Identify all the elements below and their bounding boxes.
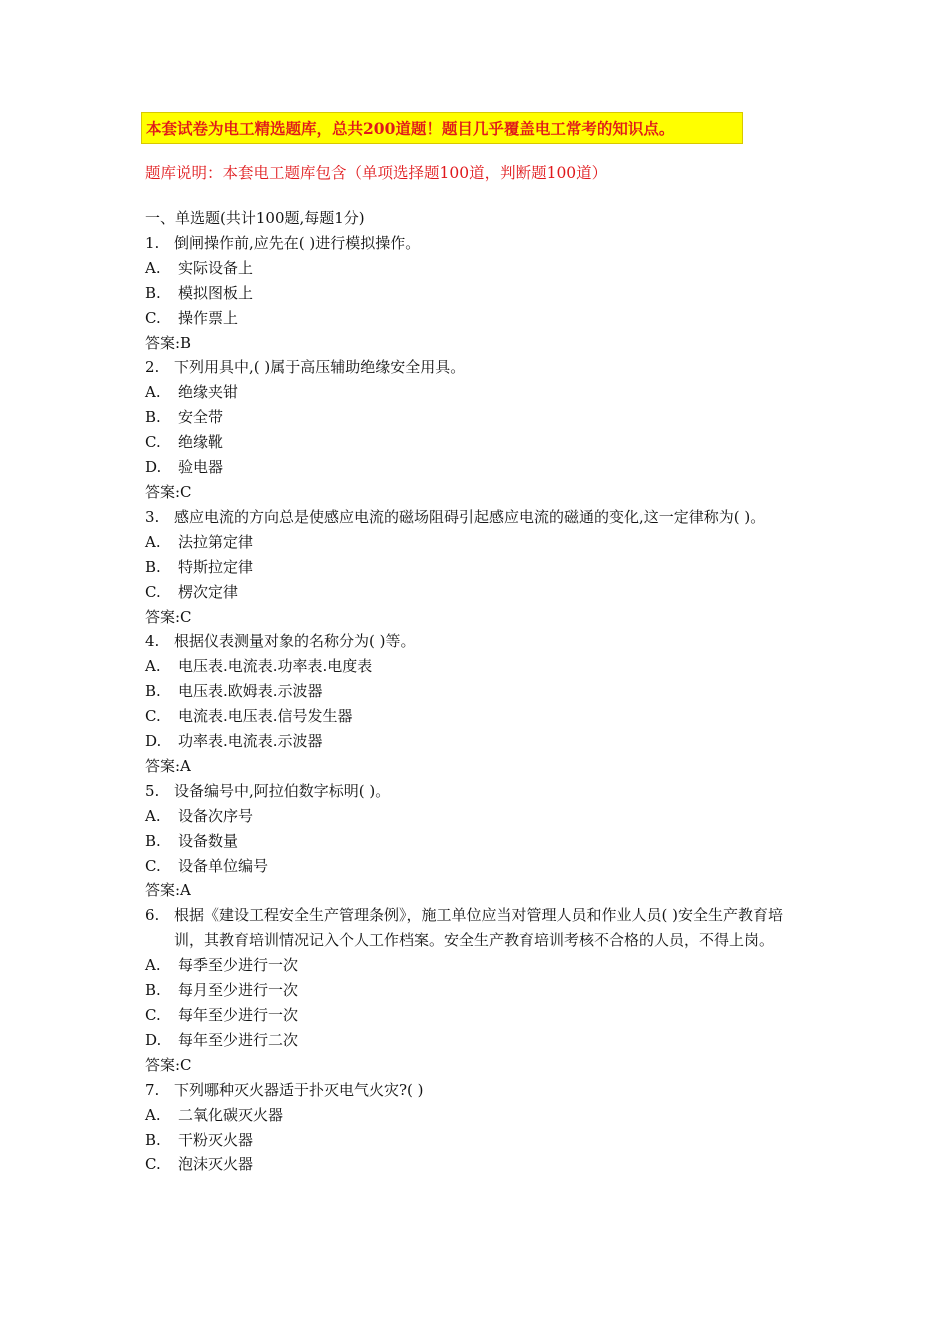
answer-key: 答案:C [145, 607, 192, 626]
option-text: 设备单位编号 [178, 856, 269, 875]
question-stem [145, 779, 810, 804]
answer-key: 答案:C [145, 1055, 192, 1074]
option-letter: C. [145, 856, 161, 875]
option-letter: A. [145, 657, 161, 676]
answer-key: 答案:B [145, 333, 192, 352]
answer-option [145, 306, 810, 331]
option-letter: D. [145, 1030, 162, 1049]
option-text: 电压表.电流表.功率表.电度表 [178, 657, 373, 676]
answer-option [145, 1152, 810, 1177]
answer-option [145, 854, 810, 879]
answer-option [145, 555, 810, 580]
option-text: 实际设备上 [178, 258, 254, 277]
option-text: 绝缘夹钳 [178, 383, 239, 402]
question-text: 设备编号中,阿拉伯数字标明( )。 [174, 781, 391, 800]
answer-option [145, 405, 810, 430]
answer-option [145, 729, 810, 754]
answer-option [145, 1103, 810, 1128]
option-text: 每年至少进行一次 [178, 1006, 299, 1024]
option-text: 泡沫灭火器 [178, 1155, 254, 1174]
highlighted-banner: 本套试卷为电工精选题库，总共200道题！题目几乎覆盖电工常考的知识点。 [141, 112, 743, 144]
option-letter: D. [145, 732, 162, 751]
question-stem [145, 903, 810, 953]
option-letter: B. [145, 408, 161, 427]
answer-option [145, 380, 810, 405]
option-letter: A. [145, 806, 161, 825]
option-text: 绝缘靴 [178, 433, 224, 452]
option-text: 特斯拉定律 [178, 557, 254, 576]
question-number: 5. [145, 781, 160, 800]
question-text: 倒闸操作前,应先在( )进行模拟操作。 [174, 233, 421, 252]
bank-description: 题库说明：本套电工题库包含（单项选择题100道，判断题100道） [145, 164, 608, 182]
option-letter: A. [145, 1105, 161, 1124]
questions-container [145, 231, 810, 1177]
option-text: 操作票上 [178, 308, 239, 327]
option-letter: A. [145, 532, 161, 551]
option-letter: B. [145, 831, 161, 850]
answer-option [145, 829, 810, 854]
question-stem [145, 1078, 810, 1103]
option-text: 法拉第定律 [178, 532, 254, 551]
option-letter: A. [145, 258, 161, 277]
question-stem [145, 629, 810, 654]
option-letter: D. [145, 458, 162, 477]
option-text: 电压表.欧姆表.示波器 [178, 682, 323, 701]
option-text: 功率表.电流表.示波器 [178, 732, 323, 751]
answer-option [145, 804, 810, 829]
option-letter: B. [145, 1130, 161, 1149]
question-number: 6. [145, 906, 160, 925]
option-text: 干粉灭火器 [178, 1130, 254, 1149]
question-stem [145, 355, 810, 380]
question-number: 1. [145, 233, 160, 252]
option-text: 每月至少进行一次 [178, 981, 299, 1000]
option-text: 每年至少进行二次 [178, 1030, 299, 1049]
answer-option [145, 679, 810, 704]
answer-option [145, 281, 810, 306]
option-letter: C. [145, 707, 161, 726]
answer-option [145, 430, 810, 455]
answer-option [145, 704, 810, 729]
answer-option [145, 654, 810, 679]
question-text: 感应电流的方向总是使感应电流的磁场阻碍引起感应电流的磁通的变化,这一定律称为( )。 [174, 507, 766, 526]
answer-option [145, 1028, 810, 1053]
option-text: 设备数量 [178, 831, 239, 850]
option-letter: C. [145, 308, 161, 327]
option-letter: C. [145, 582, 161, 601]
question-number: 7. [145, 1080, 160, 1099]
question-text: 下列用具中,( )属于高压辅助绝缘安全用具。 [174, 358, 466, 377]
option-letter: B. [145, 557, 161, 576]
answer-option [145, 580, 810, 605]
question-text: 根据仪表测量对象的名称分为( )等。 [174, 632, 416, 651]
option-letter: C. [145, 433, 161, 452]
option-text: 验电器 [178, 458, 224, 477]
question-number: 4. [145, 632, 160, 651]
answer-option [145, 978, 810, 1003]
option-letter: B. [145, 283, 161, 302]
answer-option [145, 455, 810, 480]
answer-option [145, 1003, 810, 1028]
option-text: 电流表.电压表.信号发生器 [178, 707, 353, 726]
answer-option [145, 953, 810, 978]
question-text: 根据《建设工程安全生产管理条例》，施工单位应当对管理人员和作业人员( )安全生产教育培训，其教育培训情况记入个人工作档案。安全生产教育培训考核不合格的人员，不得上岗。 [174, 906, 783, 950]
question-stem [145, 505, 810, 530]
option-text: 设备次序号 [178, 806, 254, 825]
option-text: 模拟图板上 [178, 283, 254, 302]
question-number: 2. [145, 358, 160, 377]
option-text: 安全带 [178, 408, 224, 427]
option-letter: C. [145, 1006, 161, 1024]
question-stem [145, 231, 810, 256]
option-letter: B. [145, 682, 161, 701]
option-text: 二氧化碳灭火器 [178, 1105, 284, 1124]
question-text: 下列哪种灭火器适于扑灭电气火灾?( ) [174, 1080, 424, 1099]
section-title: 一、单选题(共计100题,每题1分) [145, 209, 365, 227]
option-letter: A. [145, 383, 161, 402]
answer-option [145, 530, 810, 555]
answer-key: 答案:C [145, 482, 192, 501]
question-list [145, 206, 810, 1177]
option-text: 楞次定律 [178, 582, 239, 601]
answer-key: 答案:A [145, 881, 191, 900]
option-letter: A. [145, 956, 161, 975]
answer-key: 答案:A [145, 756, 191, 775]
question-number: 3. [145, 507, 160, 526]
answer-option [145, 256, 810, 281]
answer-option [145, 1128, 810, 1153]
option-letter: B. [145, 981, 161, 1000]
option-text: 每季至少进行一次 [178, 956, 299, 975]
option-letter: C. [145, 1155, 161, 1174]
